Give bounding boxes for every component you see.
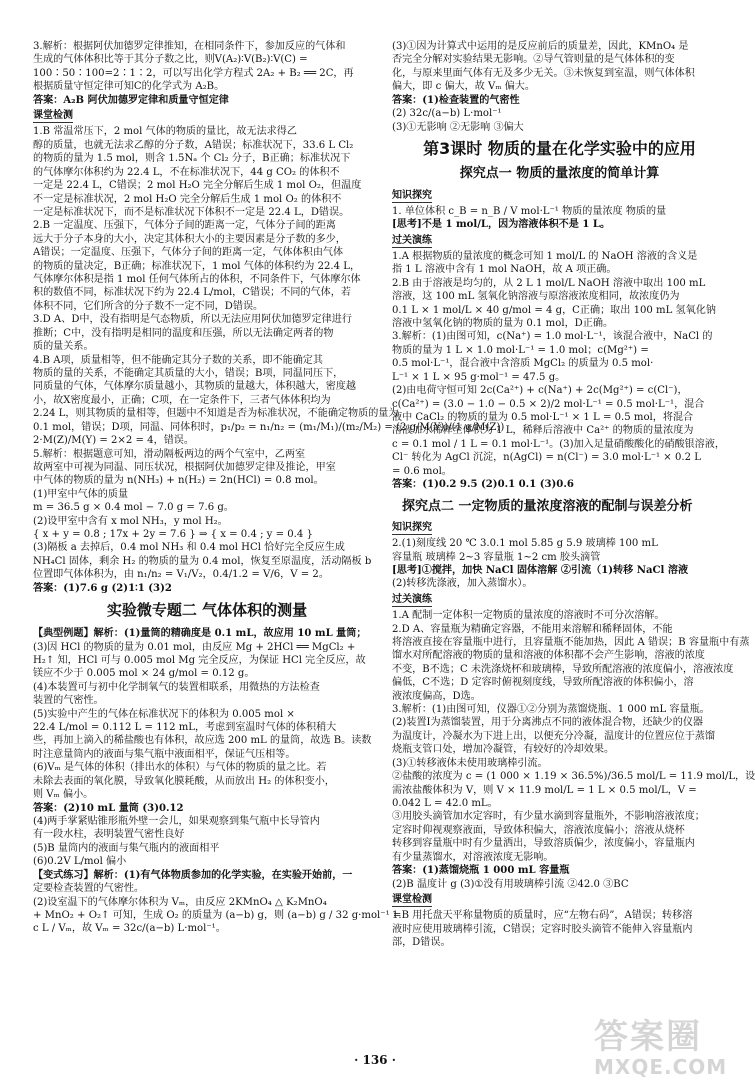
text-line: 2.B 由于溶液是均匀的，从 2 L 1 mol/L NaOH 溶液中取出 100 mL <box>392 277 706 289</box>
text-line: 一定是标准状况下，而不是标准状况下体积不一定是 22.4 L，D错误。 <box>33 206 350 218</box>
text-line: 不变，B不选；C 未洗涤烧杯和玻璃棒，导致所配溶液的浓度偏小，溶液浓度 <box>392 663 734 675</box>
text-line: 液中 CaCl₂ 的物质的量为 0.5 mol·L⁻¹ × 1 L = 0.5 mol，将混合 <box>392 412 694 423</box>
explore-point-1-title: 探究点一 物质的量浓度的简单计算 <box>459 166 660 182</box>
text-line: 2.(1)刻度线 20 ℃ 3.0.1 mol 5.85 g 5.9 玻璃棒 100 mL <box>392 538 658 550</box>
text-line: 则 Vₘ 偏小。 <box>33 789 94 801</box>
text-line: 的气体摩尔体积约为 22.4 L，不在标准状况下，44 g CO₂ 的体积不 <box>33 166 340 178</box>
right-column <box>392 40 755 1050</box>
text-line: 答案：(1)0.2 9.5 (2)0.1 0.1 (3)0.6 <box>392 479 574 491</box>
text-line: 答案：(1)蒸馏烧瓶 1 000 mL 容量瓶 <box>392 865 570 877</box>
knowledge-header: 知识探究 <box>392 189 432 203</box>
text-line: m = 36.5 g × 0.4 mol − 7.0 g = 7.6 g。 <box>33 502 234 514</box>
text-line: 不一定是标准状况，2 mol H₂O 完全分解后生成 1 mol O₂ 的体积不 <box>33 193 342 205</box>
text-line: 气体摩尔体积是指 1 mol 任何气体所占的体积，不同条件下，气体摩尔体 <box>33 274 361 286</box>
answer-block-9 <box>392 609 755 891</box>
text-line: 体积不同，它们所含的分子数不一定不同，D错误。 <box>33 300 264 312</box>
text-line: 故两室中可视为同温、同压状况，根据阿伏加德罗定律及推论，甲室 <box>33 461 336 473</box>
answer-block-7 <box>392 250 727 492</box>
text-line: (5)实验中产生的气体在标准状况下的体积为 0.005 mol × <box>33 708 295 720</box>
text-line: 一定是 22.4 L，C错误；2 mol H₂O 完全分解后生成 1 mol O₂，但温度 <box>33 180 362 192</box>
text-line: 1.A 配制一定体积一定物质的量浓度的溶液时不可分次溶解。 <box>392 610 665 622</box>
text-line: (2)设甲室中含有 x mol NH₃，y mol H₂。 <box>33 515 228 527</box>
text-line: 液时应使用玻璃棒引流，C错误；定容时胶头滴管不能伸入容量瓶内 <box>392 923 693 935</box>
text-line: 0.1 mol，错误；D项，同温、同体积时，p₁/p₂ = n₁/n₂ = (m₁/M₁)/(m₂/M₂) = (2 g/M(Y))/(1 g/M(Z)) <box>33 421 505 433</box>
answer-block-3 <box>33 448 381 596</box>
text-line: 有一段水柱，表明装置气密性良好 <box>33 829 185 841</box>
text-line: = 0.6 mol。 <box>392 465 452 477</box>
text-line: 部，D错误。 <box>392 937 451 949</box>
text-line: (6)0.2V L/mol 偏小 <box>33 856 127 868</box>
text-line: NH₄Cl 固体，剩余 H₂ 的物质的量为 0.4 mol，恢复至原温度，活动隔板 b <box>33 555 372 567</box>
text-line: 22.4 L/mol = 0.112 L = 112 mL，考虑到室温时气体的体积稍大 <box>33 722 337 734</box>
text-line: 装置的气密性。 <box>33 695 104 707</box>
knowledge-header-2: 知识探究 <box>392 521 432 535</box>
text-line: L⁻¹ × 1 L × 95 g·mol⁻¹ = 47.5 g。 <box>392 371 566 383</box>
watermark-logo <box>594 1015 744 1087</box>
text-line: 溶液，这 100 mL 氢氧化钠溶液与原溶液浓度相同，故浓度仍为 <box>392 291 680 303</box>
text-line: 中气体的物质的量为 n(NH₃) + n(H₂) = 2n(HCl) = 0.8 mol。 <box>33 475 324 487</box>
text-line: 指 1 L 溶液中含有 1 mol NaOH，故 A 项正确。 <box>392 264 617 276</box>
text-line: 2.B 一定温度、压强下，气体分子间的距离一定，气体分子间的距离 <box>33 220 336 232</box>
page-number: · 136 · <box>354 1053 396 1068</box>
text-line: c = 0.1 mol / 1 L = 0.1 mol·L⁻¹。(3)加入足量硝酸酸化的硝酸银溶液， <box>392 438 725 450</box>
text-line: 质的量关系。 <box>33 341 94 353</box>
text-line: 同质量的气体，气体摩尔质量越小，其物质的量越大，体积越大，密度越 <box>33 381 356 393</box>
text-line: 否完全分解对实验结果无影响。②导气管则量的是气体体积的变 <box>392 54 675 66</box>
text-line: (3)因 HCl 的物质的量为 0.01 mol，由反应 Mg + 2HCl ══ MgCl₂ + <box>33 641 356 653</box>
answer-block-10 <box>392 909 727 949</box>
text-line: 5.解析：根据题意可知，滑动隔板两边的两个气室中，乙两室 <box>33 448 306 460</box>
text-line: 偏低，C不选；D 定容时俯视刻度线，导致所配溶液的体积偏小，溶 <box>392 677 694 689</box>
text-line: 烧瓶支管口处，增加冷凝管，有较好的冷却效果。 <box>392 744 615 756</box>
explore-point-2-title: 探究点二 一定物质的量浓度溶液的配制与误差分析 <box>402 498 693 514</box>
text-line: 0.5 mol·L⁻¹，混合液中含溶质 MgCl₂ 的质量为 0.5 mol· <box>392 358 654 370</box>
text-line: 1.B 常温常压下，2 mol 气体的物质的量比，故无法求得乙 <box>33 126 297 138</box>
text-line: (2)装置Ⅰ为蒸馏装置，用于分离沸点不同的液体混合物，还缺少的仪器 <box>392 717 704 729</box>
text-line: 1. 单位体积 c_B = n_B / V mol·L⁻¹ 物质的量浓度 物质的量 <box>392 205 667 217</box>
practice-header: 过关演练 <box>392 234 432 248</box>
text-line: 溶液中氢氧化钠的物质的量为 0.1 mol，D正确。 <box>392 318 614 330</box>
text-line: Cl⁻ 转化为 AgCl 沉淀，n(AgCl) = n(Cl⁻) = 3.0 mol·L⁻¹ × 0.2 L <box>392 452 701 464</box>
lesson-title: 第3课时 物质的量在化学实验中的应用 <box>423 138 696 158</box>
text-line: 容量瓶 玻璃棒 2~3 容量瓶 1~2 cm 胶头滴管 <box>392 551 601 563</box>
text-line: (4)两手掌紧贴锥形瓶外壁一会儿，如果观察到集气瓶中长导管内 <box>33 816 320 828</box>
text-line: 馏水对所配溶液的物质的量和溶液的体积都不会产生影响，溶液的浓度 <box>392 650 705 662</box>
text-line: 2.24 L，则其物质的量相等，但题中不知道是否为标准状况，不能确定物质的量为 <box>33 408 399 420</box>
text-line: 定容时仰视观察液面，导致体积偏大，溶液浓度偏小；溶液从烧杯 <box>392 824 685 836</box>
text-line: 溶液加水稀释至体积为 1 L，稀释后溶液中 Ca²⁺ 的物质的量浓度为 <box>392 425 694 437</box>
text-line: 100∶50∶100=2∶1∶2，可以写出化学方程式 2A₂ + B₂ ══ 2C，再 <box>33 67 354 79</box>
text-line: 镁应不少于 0.005 mol × 24 g/mol = 0.12 g。 <box>33 668 255 680</box>
text-line: (2) 32c/(a−b) L·mol⁻¹ <box>392 108 502 120</box>
text-line: 生成的气体体积比等于其分子数之比，则V(A₂)∶V(B₂)∶V(C) = <box>33 54 308 66</box>
text-line: 将溶液直接在容量瓶中进行，且容量瓶不能加热，因此 A 错误；B 容量瓶中有蒸 <box>392 636 750 648</box>
text-line: (2)由电荷守恒可知 2c(Ca²⁺) + c(Na⁺) + 2c(Mg²⁺) = c(Cl⁻)， <box>392 385 688 397</box>
text-line: 液浓度偏高，D选。 <box>392 690 481 702</box>
text-line: (4)本装置可与初中化学制氧气的装置相联系，用微热的方法检查 <box>33 681 320 693</box>
text-line: 物质的量为 1 L × 1.0 mol·L⁻¹ = 1.0 mol；c(Mg²⁺) = <box>392 344 649 356</box>
text-line: 3.D A、D中，没有指明是气态物质，所以无法应用阿伏加德罗定律进行 <box>33 314 352 326</box>
text-line: 物质的量的关系，不能确定其质量的大小，错误；B项，同温同压下， <box>33 368 344 379</box>
text-line: 【典型例题】解析：(1)量筒的精确度是 0.1 mL，故应用 10 mL 量筒； <box>33 628 367 640</box>
text-line: + MnO₂ + O₂↑ 可知，生成 O₂ 的质量为 (a−b) g，则 (a−b) g / 32 g·mol⁻¹ = <box>33 909 402 921</box>
text-line: 3.解析：(1)由图可知，仪器①②分别为蒸馏烧瓶、1 000 mL 容量瓶。 <box>392 704 710 716</box>
text-line: 偏大，即 c 偏大，故 Vₘ 偏大。 <box>392 81 535 93</box>
text-line: 时注意量筒内的液面与集气瓶中液面相平，保证气压相等。 <box>33 748 296 760</box>
text-line: (3)①因为计算式中运用的是反应前后的质量差，因此，KMnO₄ 是 <box>392 41 689 52</box>
watermark-top: 答案圈 <box>594 1017 702 1057</box>
text-line: 答案：(1)7.6 g (2)1∶1 (3)2 <box>33 582 172 594</box>
text-line: { x + y = 0.8 ; 17x + 2y = 7.6 } ⇒ { x = 0.4 ; y = 0.4 } <box>33 529 313 541</box>
check-header-2: 课堂检测 <box>392 893 432 907</box>
text-line: 2.D A、容量瓶为精确定容器，不能用来溶解和稀释固体，不能 <box>392 623 673 635</box>
answer-block-6 <box>392 205 727 232</box>
text-line: [思考]不是 1 mol/L，因为溶液体积不是 1 L。 <box>392 219 611 231</box>
text-line: H₂↑ 知，HCl 可与 0.005 mol Mg 完全反应，为保证 HCl 完全反应，故 <box>33 654 366 666</box>
text-line: (3)①无影响 ②无影响 ③偏大 <box>392 121 524 133</box>
special-topic-title: 实验微专题二 气体体积的测量 <box>106 601 308 620</box>
text-line: 答案：(2)10 mL 量筒 (3)0.12 <box>33 802 184 814</box>
text-line: 些，再加上滴入的稀盐酸也有体积，故应选 200 mL 的量筒，故选 B。读数 <box>33 735 372 747</box>
answer-block-5 <box>392 40 727 134</box>
watermark-bottom: MXQE.COM <box>594 1055 728 1080</box>
text-line: (2)转移洗涤液，加入蒸馏水）。 <box>392 578 533 590</box>
text-line: 为温度计，冷凝水为下进上出，以便充分冷凝，温度计的位置应位于蒸馏 <box>392 730 715 742</box>
answer-block-1 <box>33 40 381 107</box>
answer-block-8 <box>392 537 727 591</box>
text-line: (2)B 温度计 g (3)①没有用玻璃棒引流 ②42.0 ③BC <box>392 878 629 890</box>
text-line: 积的数值不同，标准状况下约为 22.4 L/mol，C错误；不同的气体，若 <box>33 287 351 299</box>
answer-block-4 <box>33 627 402 936</box>
text-line: A错误；一定温度、压强下，气体分子间的距离一定，气体体积由气体 <box>33 247 344 259</box>
text-line: 0.1 L × 1 mol/L × 40 g/mol = 4 g，C正确；取出 100 mL 氢氧化钠 <box>392 304 716 316</box>
text-line: 2·M(Z)/M(Y) = 2×2 = 4，错误。 <box>33 435 194 447</box>
text-line: 未除去表面的氧化膜，导致氧化膜耗酸，从而放出 H₂ 的体积变小， <box>33 775 335 787</box>
text-line: c L / Vₘ，故 Vₘ = 32c/(a−b) L·mol⁻¹。 <box>33 923 226 935</box>
text-line: 的物质的量决定，B正确；标准状况下，1 mol 气体的体积约为 22.4 L， <box>33 260 361 272</box>
text-line: (5)B 量筒内的液面与集气瓶内的液面相平 <box>33 842 220 854</box>
practice-header-2: 过关演练 <box>392 593 432 607</box>
text-line: 3.解析：根据阿伏加德罗定律推知，在相同条件下，参加反应的气体和 <box>33 41 346 52</box>
text-line: c(Ca²⁺) = (3.0 − 1.0 − 0.5 × 2)/2 mol·L⁻¹ = 0.5 mol·L⁻¹，混合 <box>392 398 705 410</box>
text-line: 1.A 根据物质的量浓度的概念可知 1 mol/L 的 NaOH 溶液的含义是 <box>392 250 698 262</box>
text-line: 3.解析：(1)由图可知，c(Na⁺) = 1.0 mol·L⁻¹，该混合液中，NaCl 的 <box>392 331 713 343</box>
text-line: 的物质的量为 1.5 mol，则含 1.5Nₐ 个 Cl₂ 分子，B正确；标准状况下 <box>33 153 351 165</box>
text-line: 远大于分子本身的大小，决定其体积大小的主要因素是分子数的多少， <box>33 233 346 245</box>
text-line: 0.042 L = 42.0 mL。 <box>392 798 498 809</box>
check-header: 课堂检测 <box>33 109 73 123</box>
text-line: 答案：(1)检查装置的气密性 <box>392 94 520 106</box>
text-line: 醇的质量，也就无法求乙醇的分子数，A错误；标准状况下，33.6 L Cl₂ <box>33 139 354 151</box>
text-line: 转移到容量瓶中时有少量洒出，导致溶质偏少，浓度偏小，容量瓶内 <box>392 838 695 850</box>
text-line: 有少量蒸馏水，对溶液浓度无影响。 <box>392 851 554 863</box>
text-line: 定要检查装置的气密性。 <box>33 883 145 895</box>
text-line: 1.B 用托盘天平称量物质的质量时，应“左物右码”，A错误；转移溶 <box>392 910 693 922</box>
text-line: 根据质量守恒定律可知C的化学式为 A₂B。 <box>33 81 225 93</box>
text-line: 4.B A项，质量相等，但不能确定其分子数的关系，即不能确定其 <box>33 354 323 366</box>
text-line: 答案：A₂B 阿伏加德罗定律和质量守恒定律 <box>33 94 229 106</box>
text-line: 推断；C中，没有指明是相同的温度和压强，所以无法确定两者的物 <box>33 327 334 339</box>
text-line: (1)甲室中气体的质量 <box>33 488 129 500</box>
text-line: 位置即气体体积为，由 n₁/n₂ = V₁/V₂，0.4/1.2 = V/6，V = 2。 <box>33 569 329 581</box>
text-line: ②盐酸的浓度为 c = (1 000 × 1.19 × 36.5%)/36.5 mol/L = 11.9 mol/L，设 <box>392 771 755 783</box>
text-line: 化，与原来里面气体有无及多少无关。③未恢复到室温，则气体体积 <box>392 67 695 79</box>
text-line: [思考]①搅拌，加快 NaCl 固体溶解 ②引流（1)转移 NaCl 溶液 <box>392 564 689 576</box>
text-line: 需浓盐酸体积为 V，则 V × 11.9 mol/L = 1 L × 0.5 mol/L，V = <box>392 784 697 796</box>
text-line: (3)隔板 a 去掉后，0.4 mol NH₃ 和 0.4 mol HCl 恰好完全反应生成 <box>33 542 345 554</box>
text-line: (2)设室温下的气体摩尔体积为 Vₘ，由反应 2KMnO₄ △ K₂MnO₄ <box>33 896 327 908</box>
text-line: 小，故X密度最小，正确；C项，在一定条件下，三者气体体积均为 <box>33 394 331 406</box>
text-line: 【变式练习】解析：(1)有气体物质参加的化学实验，在实验开始前，一 <box>33 869 353 881</box>
text-line: (6)Vₘ 是气体的体积（排出水的体积）与气体的物质的量之比。若 <box>33 762 327 774</box>
text-line: ③用胶头滴管加水定容时，有少量水滴到容量瓶外，不影响溶液浓度； <box>392 811 705 823</box>
text-line: (3)①转移液体未使用玻璃棒引流。 <box>392 757 548 769</box>
